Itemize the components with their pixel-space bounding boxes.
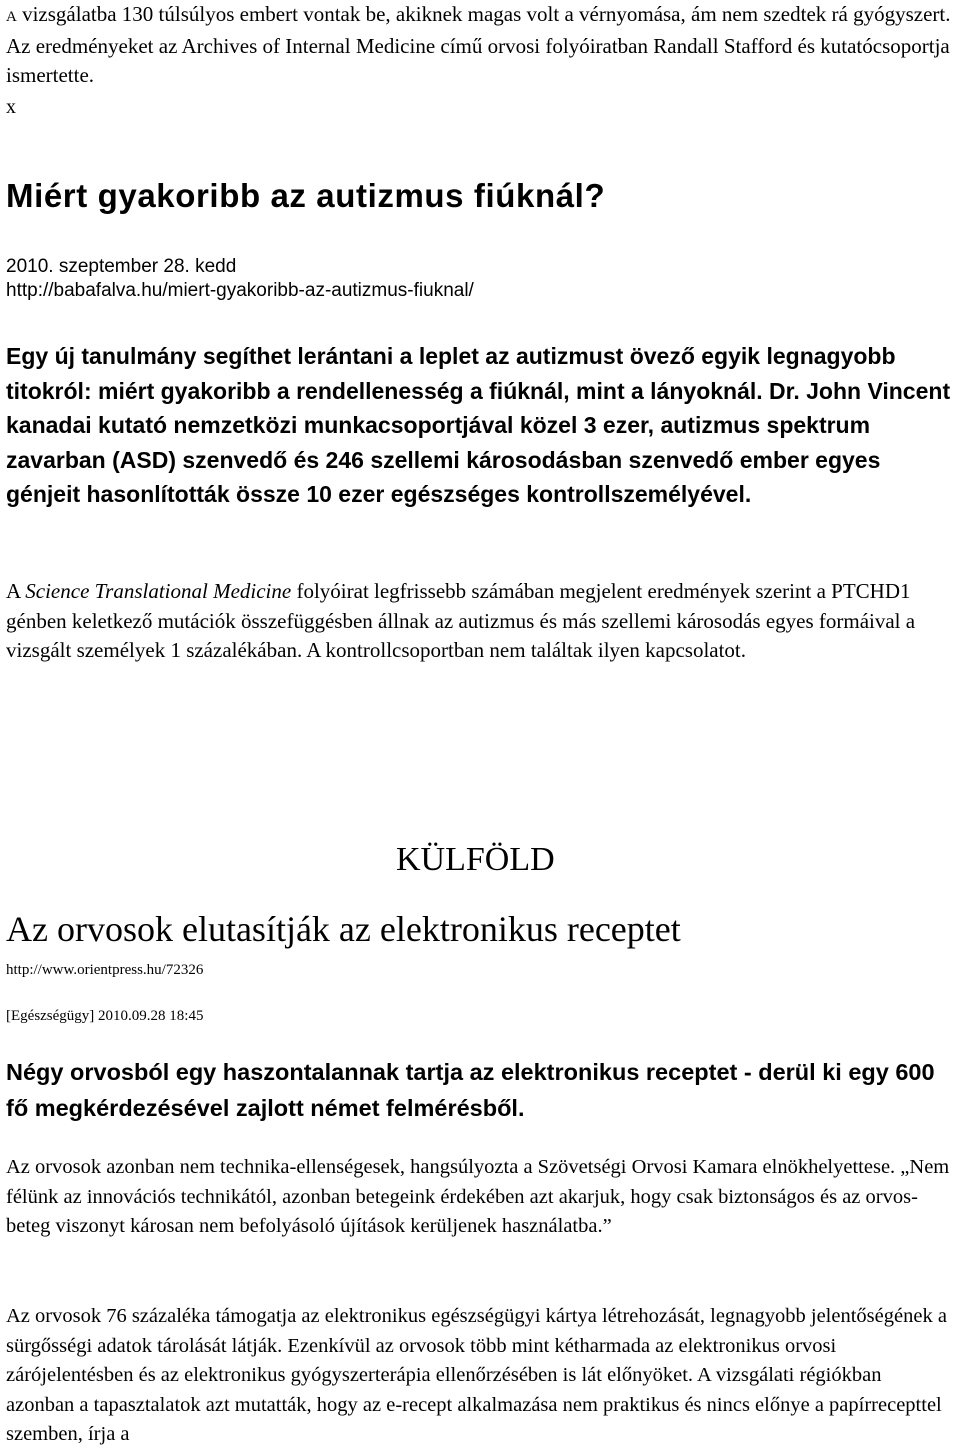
intro-text: vizsgálatba 130 túlsúlyos embert vontak be, akiknek magas volt a vérnyomása, ám nem szedtek rá gyógyszert. Az eredményeket az Archives of Internal Medicine című orvosi folyóiratban Randall Stafford és kutatócsoportja ismertette. [6, 2, 951, 87]
article-url-container [6, 960, 954, 980]
separator-mark: x [6, 96, 16, 118]
article-lead-recept: Négy orvosból egy haszontalannak tartja az elektronikus receptet - derül ki egy 600 fő megkérdezésével zajlott német felmérésből. [6, 1059, 935, 1121]
section-heading: KÜLFÖLD [396, 841, 555, 878]
body-prefix: A [6, 579, 26, 603]
intro-small-cap: A [6, 9, 17, 25]
article-date: 2010. szeptember 28. kedd [6, 256, 237, 277]
article-body-autism [6, 577, 954, 666]
article-title-recept: Az orvosok elutasítják az elektronikus receptet [6, 909, 681, 949]
article-paragraph-2: Az orvosok 76 százaléka támogatja az elektronikus egészségügyi kártya létrehozását, legnagyobb jelentőségének a sürgősségi adatok tárolását látják. Ezenkívül az orvosok több mint kétharmada az elektronikus orvosi zárójelentésben és az elektronikus gyógyszerterápia ellenőrzésében is lát előnyöket. A vizsgálati régiókban azonban a tapasztalatok azt mutatták, hogy az e-recept alkalmazása nem praktikus és nincs előnye a papírrecepttel szemben, írja a [6, 1305, 947, 1446]
article-url-link[interactable]: http://babafalva.hu/miert-gyakoribb-az-autizmus-fiuknal/ [6, 280, 474, 301]
intro-paragraph [6, 0, 954, 90]
article-url-link-recept[interactable]: http://www.orientpress.hu/72326 [6, 962, 204, 978]
article-paragraph-1: Az orvosok azonban nem technika-ellenségesek, hangsúlyozta a Szövetségi Orvosi Kamara elnökhelyettese. „Nem félünk az innovációs technikától, azonban betegeink érdekében azt akarjuk, hogy csak biztonságos és az orvos-beteg viszonyt károsan nem befolyásoló újítások kerüljenek használatba.” [6, 1156, 950, 1238]
article-meta-recept: [Egészségügy] 2010.09.28 18:45 [6, 1008, 204, 1024]
article-lead-autism: Egy új tanulmány segíthet lerántani a leplet az autizmust övező egyik legnagyobb titokról: miért gyakoribb a rendellenesség a fiúknál, mint a lányoknál. Dr. John Vincent kanadai kutató nemzetközi munkacsoportjával közel 3 ezer, autizmus spektrum zavarban (ASD) szenvedő és 246 szellemi károsodásban szenvedő ember egyes génjeit hasonlították össze 10 ezer egészséges kontrollszemélyével. [6, 343, 951, 507]
article-title-autism: Miért gyakoribb az autizmus fiúknál? [6, 177, 606, 214]
journal-name: Science Translational Medicine [25, 579, 292, 603]
body-rest: folyóirat legfrissebb számában megjelent eredmények szerint a PTCHD1 génben keletkező mutációk összefüggésben állnak az autizmus és más szellemi károsodás egyes formáival a vizsgált személyek 1 százalékában. A kontrollcsoportban nem találtak ilyen kapcsolatot. [6, 579, 916, 662]
article-meta-autism [6, 255, 954, 303]
